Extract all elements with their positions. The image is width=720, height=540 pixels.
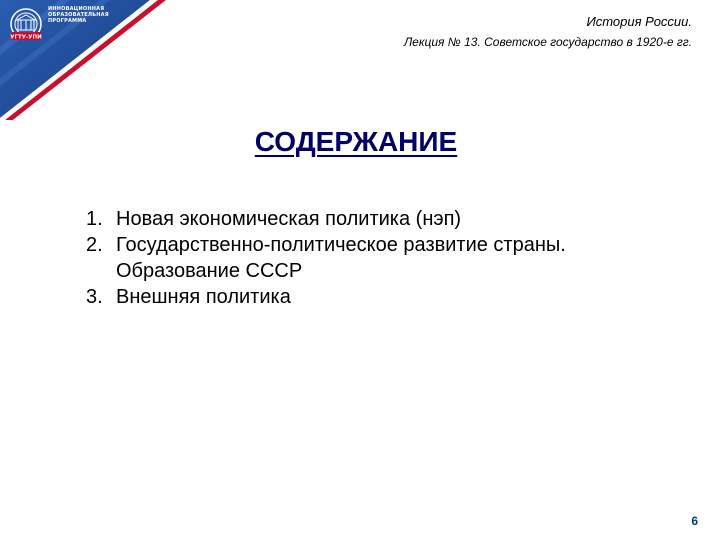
slide-title: СОДЕРЖАНИЕ <box>254 126 458 157</box>
list-item-text <box>116 206 461 232</box>
lecture-title: Лекция № 13. Советское государство в 1920-е гг. <box>403 35 692 49</box>
list-item-line: Образование СССР <box>116 260 303 282</box>
program-line-3: ПРОГРАММА <box>48 18 87 24</box>
program-line-1: ИННОВАЦИОННАЯ <box>48 6 105 12</box>
program-line-2: ОБРАЗОВАТЕЛЬНАЯ <box>48 12 109 18</box>
list-item <box>86 284 566 310</box>
program-name <box>48 6 128 24</box>
list-item-line: Внешняя политика <box>116 286 291 308</box>
list-item-number: 1. <box>86 208 103 230</box>
page-number: 6 <box>691 514 698 528</box>
slide-header <box>404 14 692 50</box>
list-item-text <box>116 232 566 284</box>
list-item <box>86 206 566 232</box>
list-item-number: 2. <box>86 234 103 256</box>
university-emblem <box>8 6 44 52</box>
contents-list <box>86 206 566 310</box>
list-item-number: 3. <box>86 286 103 308</box>
list-item-line: Государственно-политическое развитие страны. <box>116 234 566 256</box>
emblem-text: УГТУ-УПИ <box>10 34 42 41</box>
course-title: История России. <box>586 14 692 29</box>
list-item-text <box>116 284 291 310</box>
list-item-line: Новая экономическая политика (нэп) <box>116 208 462 230</box>
list-item <box>86 232 566 284</box>
